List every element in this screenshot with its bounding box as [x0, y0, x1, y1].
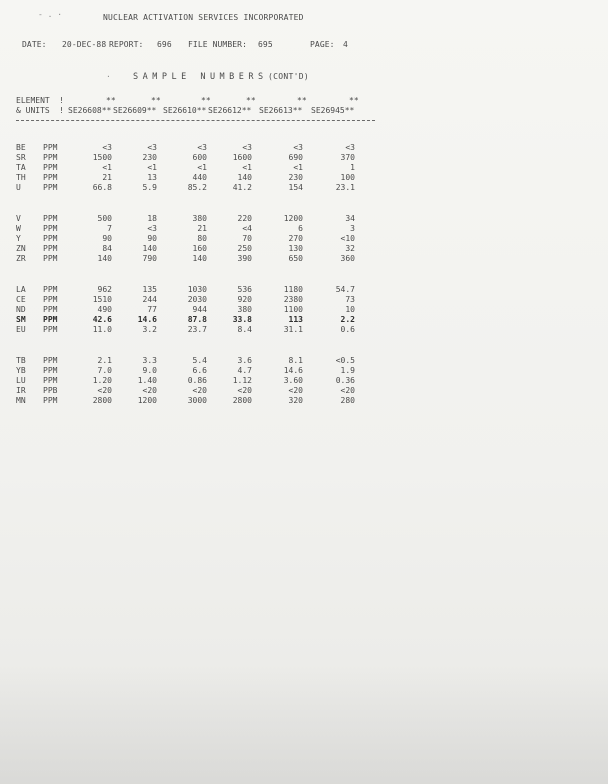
element-unit: PPM	[43, 224, 58, 233]
table-cell: 7.0	[97, 366, 112, 375]
table-cell: 1	[350, 163, 355, 172]
scan-shading	[0, 664, 608, 784]
table-cell: 1.12	[232, 376, 252, 385]
page-value: 4	[343, 40, 348, 49]
table-cell: 87.8	[187, 315, 207, 324]
table-cell: 8.4	[237, 325, 252, 334]
table-cell: 1180	[283, 285, 303, 294]
table-cell: <1	[197, 163, 207, 172]
table-cell: 280	[340, 396, 355, 405]
column-separator: !	[59, 96, 64, 105]
table-cell: 5.9	[142, 183, 157, 192]
element-symbol: YB	[16, 366, 26, 375]
table-cell: 8.1	[288, 356, 303, 365]
table-cell: 34	[345, 214, 355, 223]
table-cell: 500	[97, 214, 112, 223]
table-cell: 42.6	[92, 315, 112, 324]
table-cell: 650	[288, 254, 303, 263]
table-cell: 11.0	[92, 325, 112, 334]
file-number-value: 695	[258, 40, 273, 49]
table-cell: 690	[288, 153, 303, 162]
table-cell: 90	[102, 234, 112, 243]
element-symbol: Y	[16, 234, 21, 243]
table-cell: 21	[102, 173, 112, 182]
table-cell: <3	[345, 143, 355, 152]
table-cell: 80	[197, 234, 207, 243]
table-cell: 85.2	[187, 183, 207, 192]
table-cell: 70	[242, 234, 252, 243]
table-cell: 14.6	[283, 366, 303, 375]
table-cell: 2030	[187, 295, 207, 304]
table-cell: 2.1	[97, 356, 112, 365]
table-cell: 113	[288, 315, 303, 324]
table-cell: 220	[237, 214, 252, 223]
table-cell: 920	[237, 295, 252, 304]
element-unit: PPM	[43, 214, 58, 223]
element-symbol: ZN	[16, 244, 26, 253]
section-subtitle: (CONT'D)	[268, 72, 309, 81]
page-label: PAGE:	[310, 40, 335, 49]
table-cell: 1.40	[137, 376, 157, 385]
element-unit: PPM	[43, 356, 58, 365]
table-cell: 600	[192, 153, 207, 162]
element-unit: PPM	[43, 183, 58, 192]
table-cell: 3.2	[142, 325, 157, 334]
scan-marks: - . ·	[38, 10, 63, 19]
table-cell: 32	[345, 244, 355, 253]
table-cell: 41.2	[232, 183, 252, 192]
table-cell: 18	[147, 214, 157, 223]
element-unit: PPM	[43, 305, 58, 314]
table-cell: 2380	[283, 295, 303, 304]
date-value: 20-DEC-88	[62, 40, 107, 49]
table-cell: <1	[102, 163, 112, 172]
table-cell: <20	[288, 386, 303, 395]
table-cell: 5.4	[192, 356, 207, 365]
element-unit: PPM	[43, 315, 58, 324]
element-symbol: CE	[16, 295, 26, 304]
table-cell: 230	[142, 153, 157, 162]
sample-number-header: SE26613**	[259, 106, 303, 115]
table-cell: 9.0	[142, 366, 157, 375]
tick-mark: ·	[106, 72, 111, 81]
element-unit: PPM	[43, 163, 58, 172]
sample-star-marks: **	[246, 96, 256, 105]
table-cell: 380	[237, 305, 252, 314]
table-cell: 320	[288, 396, 303, 405]
table-cell: <20	[142, 386, 157, 395]
element-symbol: LA	[16, 285, 26, 294]
table-cell: 3000	[187, 396, 207, 405]
table-cell: 66.8	[92, 183, 112, 192]
table-cell: <1	[242, 163, 252, 172]
element-unit: PPB	[43, 386, 58, 395]
table-cell: 440	[192, 173, 207, 182]
table-cell: <3	[147, 143, 157, 152]
sample-number-header: SE26945**	[311, 106, 355, 115]
sample-star-marks: **	[151, 96, 161, 105]
table-cell: 13	[147, 173, 157, 182]
element-unit: PPM	[43, 254, 58, 263]
table-cell: 1600	[232, 153, 252, 162]
section-title: SAMPLE NUMBERS	[133, 72, 268, 82]
sample-star-marks: **	[349, 96, 359, 105]
table-cell: 250	[237, 244, 252, 253]
element-symbol: LU	[16, 376, 26, 385]
element-unit: PPM	[43, 143, 58, 152]
sample-star-marks: **	[106, 96, 116, 105]
table-cell: 1100	[283, 305, 303, 314]
element-symbol: TA	[16, 163, 26, 172]
element-units-header-line2: & UNITS	[16, 106, 50, 115]
table-cell: 31.1	[283, 325, 303, 334]
element-symbol: ZR	[16, 254, 26, 263]
table-cell: 154	[288, 183, 303, 192]
element-unit: PPM	[43, 325, 58, 334]
table-cell: 270	[288, 234, 303, 243]
table-cell: 3.3	[142, 356, 157, 365]
sample-number-header: SE26612**	[208, 106, 252, 115]
report-value: 696	[157, 40, 172, 49]
table-cell: 6.6	[192, 366, 207, 375]
company-name: NUCLEAR ACTIVATION SERVICES INCORPORATED	[103, 13, 304, 22]
table-cell: <20	[97, 386, 112, 395]
element-unit: PPM	[43, 366, 58, 375]
table-cell: 1200	[283, 214, 303, 223]
table-cell: 1.20	[92, 376, 112, 385]
table-cell: 77	[147, 305, 157, 314]
table-cell: 100	[340, 173, 355, 182]
column-separator: !	[59, 106, 64, 115]
table-cell: 2800	[92, 396, 112, 405]
element-symbol: BE	[16, 143, 26, 152]
table-cell: 3.60	[283, 376, 303, 385]
table-cell: <3	[197, 143, 207, 152]
table-cell: 1.9	[340, 366, 355, 375]
table-cell: 230	[288, 173, 303, 182]
table-cell: 962	[97, 285, 112, 294]
table-cell: 140	[97, 254, 112, 263]
table-cell: <0.5	[335, 356, 355, 365]
table-cell: 536	[237, 285, 252, 294]
table-cell: 1200	[137, 396, 157, 405]
element-unit: PPM	[43, 295, 58, 304]
table-cell: <20	[192, 386, 207, 395]
header-divider	[16, 120, 375, 121]
element-unit: PPM	[43, 173, 58, 182]
table-cell: <3	[242, 143, 252, 152]
element-symbol: SM	[16, 315, 26, 324]
table-cell: 390	[237, 254, 252, 263]
table-cell: 1030	[187, 285, 207, 294]
table-cell: 6	[298, 224, 303, 233]
element-symbol: V	[16, 214, 21, 223]
element-symbol: ND	[16, 305, 26, 314]
element-symbol: MN	[16, 396, 26, 405]
table-cell: 0.36	[335, 376, 355, 385]
table-cell: 14.6	[137, 315, 157, 324]
element-unit: PPM	[43, 234, 58, 243]
element-unit: PPM	[43, 396, 58, 405]
sample-star-marks: **	[297, 96, 307, 105]
report-label: REPORT:	[109, 40, 144, 49]
table-cell: 23.1	[335, 183, 355, 192]
table-cell: 0.86	[187, 376, 207, 385]
table-cell: 2800	[232, 396, 252, 405]
table-cell: <3	[147, 224, 157, 233]
table-cell: 244	[142, 295, 157, 304]
sample-star-marks: **	[201, 96, 211, 105]
table-cell: 140	[237, 173, 252, 182]
table-cell: 90	[147, 234, 157, 243]
table-cell: <1	[293, 163, 303, 172]
table-cell: 380	[192, 214, 207, 223]
element-symbol: W	[16, 224, 21, 233]
table-cell: <3	[102, 143, 112, 152]
sample-number-header: SE26610**	[163, 106, 207, 115]
table-cell: 1500	[92, 153, 112, 162]
table-cell: 54.7	[335, 285, 355, 294]
sample-number-header: SE26608**	[68, 106, 112, 115]
table-cell: 135	[142, 285, 157, 294]
table-cell: 2.2	[340, 315, 355, 324]
table-cell: <20	[237, 386, 252, 395]
element-symbol: IR	[16, 386, 26, 395]
table-cell: <4	[242, 224, 252, 233]
table-cell: 790	[142, 254, 157, 263]
table-cell: 1510	[92, 295, 112, 304]
table-cell: <20	[340, 386, 355, 395]
element-symbol: EU	[16, 325, 26, 334]
element-unit: PPM	[43, 376, 58, 385]
table-cell: 4.7	[237, 366, 252, 375]
table-cell: 360	[340, 254, 355, 263]
element-unit: PPM	[43, 285, 58, 294]
table-cell: 21	[197, 224, 207, 233]
table-cell: 23.7	[187, 325, 207, 334]
table-cell: 84	[102, 244, 112, 253]
table-cell: <10	[340, 234, 355, 243]
table-cell: 3.6	[237, 356, 252, 365]
element-unit: PPM	[43, 244, 58, 253]
table-cell: 130	[288, 244, 303, 253]
table-cell: 10	[345, 305, 355, 314]
table-cell: 7	[107, 224, 112, 233]
element-symbol: U	[16, 183, 21, 192]
date-label: DATE:	[22, 40, 47, 49]
table-cell: 140	[142, 244, 157, 253]
element-symbol: TB	[16, 356, 26, 365]
sample-number-header: SE26609**	[113, 106, 157, 115]
element-symbol: SR	[16, 153, 26, 162]
file-number-label: FILE NUMBER:	[188, 40, 247, 49]
table-cell: 944	[192, 305, 207, 314]
table-cell: 370	[340, 153, 355, 162]
table-cell: 33.8	[232, 315, 252, 324]
table-cell: 3	[350, 224, 355, 233]
table-cell: 490	[97, 305, 112, 314]
table-cell: 0.6	[340, 325, 355, 334]
table-cell: <1	[147, 163, 157, 172]
table-cell: 73	[345, 295, 355, 304]
element-units-header-line1: ELEMENT	[16, 96, 50, 105]
table-cell: <3	[293, 143, 303, 152]
element-symbol: TH	[16, 173, 26, 182]
table-cell: 160	[192, 244, 207, 253]
table-cell: 140	[192, 254, 207, 263]
element-unit: PPM	[43, 153, 58, 162]
